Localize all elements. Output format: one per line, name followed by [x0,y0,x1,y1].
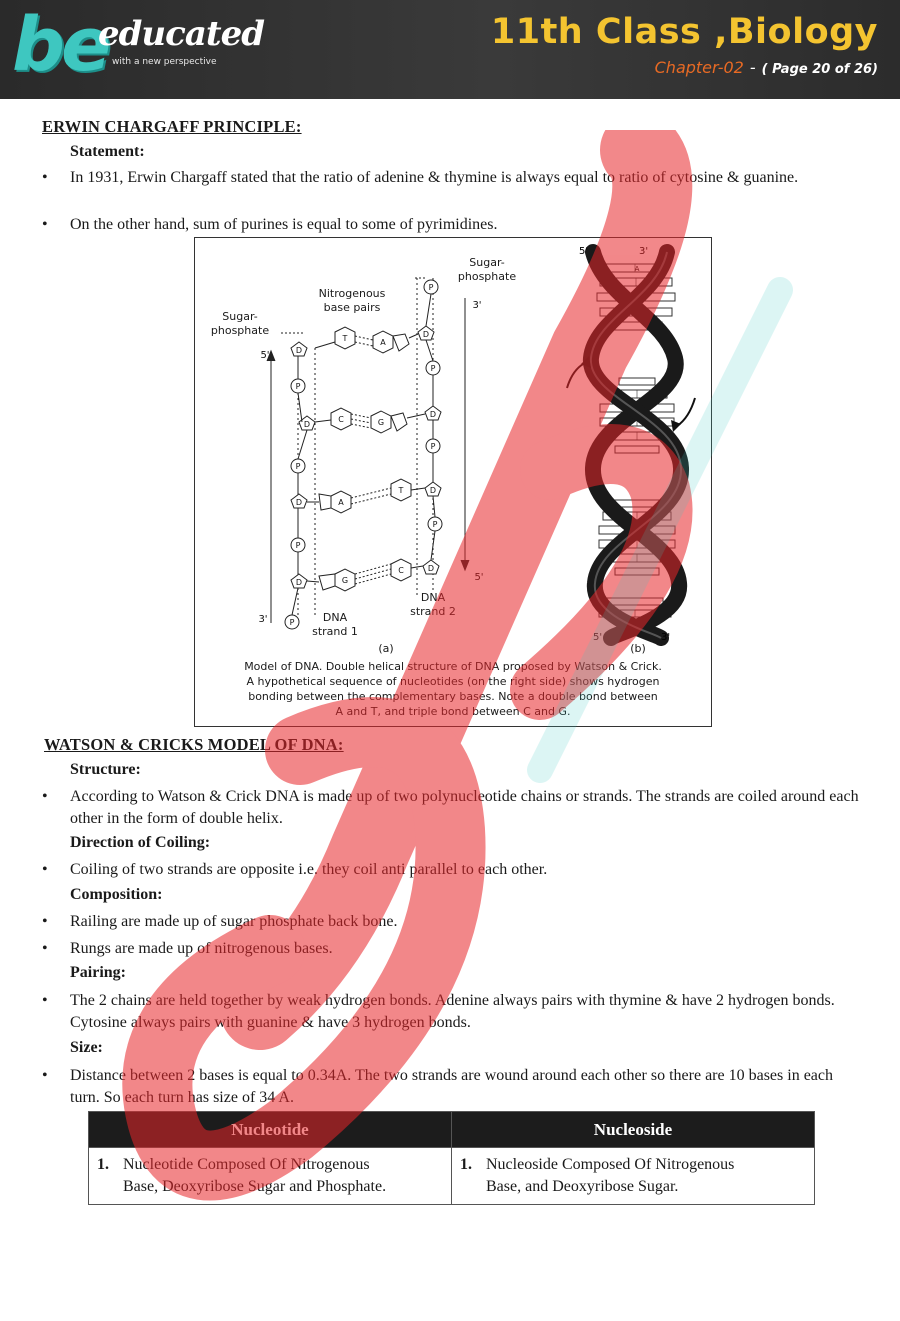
bullet-text: On the other hand, sum of purines is equal to some of pyrimidines. [70,216,498,233]
nucleotide-nucleoside-table [88,1111,815,1205]
phosphate-label: P [295,382,301,391]
chargaff-heading: ERWIN CHARGAFF PRINCIPLE: [42,117,302,136]
bullet-icon: • [42,216,48,233]
phosphate-label: P [432,520,438,529]
base-label-g: G [341,576,349,585]
helix-five-prime: 5' [579,246,589,257]
sugar-label: D [427,564,435,573]
size-label: Size: [70,1039,103,1056]
panel-a-label: (a) [378,642,394,655]
table-header-nucleotide: Nucleotide [89,1112,452,1148]
five-prime-label: 5' [260,350,270,361]
list-item [42,214,842,236]
caption-line: Model of DNA. Double helical structure of DNA proposed by Watson & Crick. [244,660,662,673]
helix-three-prime: 3' [639,246,649,257]
caption-line: A hypothetical sequence of nucleotides (on the right side) shows hydrogen [246,675,660,688]
bullet-text: According to Watson & Crick DNA is made up of two polynucleotide chains or strands. The strands are coiled around each other in the form of double helix. [70,788,859,827]
cell-line: Base, Deoxyribose Sugar and Phosphate. [123,1178,387,1195]
sugar-label: D [429,486,437,495]
bullet-text: Rungs are made up of nitrogenous bases. [70,940,333,957]
page-header [0,0,900,99]
bullet-icon: • [42,1067,48,1084]
phosphate-label: P [295,541,301,550]
coiling-label: Direction of Coiling: [70,834,211,851]
dna-strand-2-label: DNA strand 2 [410,591,456,618]
base-label-t: T [398,486,404,495]
phosphate-label: P [295,462,301,471]
sugar-label: D [295,498,303,507]
base-label-a: A [380,338,386,347]
sugar-label: D [429,410,437,419]
caption-line: A and T, and triple bond between C and G. [335,705,571,718]
cell-line: Nucleotide Composed Of Nitrogenous [123,1156,370,1173]
three-prime-label: 3' [472,300,482,311]
sugar-phosphate-left-label: Sugar- phosphate [210,310,270,337]
double-helix [567,246,695,643]
three-prime-label: 3' [258,614,268,625]
table-row [89,1148,815,1205]
helix-three-prime-bottom: 3' [661,632,671,643]
dna-model-figure [194,237,712,727]
bullet-text: Coiling of two strands are opposite i.e. they coil anti parallel to each other. [70,861,548,878]
bullet-icon: • [42,169,48,186]
base-label-t: T [342,334,348,343]
row-number: 1. [460,1156,472,1173]
phosphate-label: P [430,442,436,451]
chapter-label: Chapter-02 [654,58,744,77]
helix-five-prime-bottom: 5' [593,632,603,643]
bullet-text: The 2 chains are held together by weak hydrogen bonds. Adenine always pairs with thymine & have 2 hydrogen bonds. Cytosine always pairs with guanine & have 3 hydrogen bonds. [70,992,835,1031]
pairing-label: Pairing: [70,964,126,981]
bullet-icon: • [42,940,48,957]
five-prime-label: 5' [474,572,484,583]
nitrogenous-base-pairs-label: Nitrogenous base pairs [318,287,386,314]
phosphate-label: P [428,283,434,292]
bullet-text: Distance between 2 bases is equal to 0.34A. The two strands are wound around each other so there are 10 bases in each turn. So each turn has size of 34 A. [70,1067,834,1106]
figure-caption [195,659,711,719]
phosphate-label: P [430,364,436,373]
table-header-nucleoside: Nucleoside [452,1112,815,1148]
list-item [42,167,842,211]
phosphate-label: P [289,618,295,627]
bullet-icon: • [42,788,48,805]
sugar-label: D [295,346,303,355]
base-label-a: A [338,498,344,507]
cell-line: Nucleoside Composed Of Nitrogenous [486,1156,735,1173]
sugar-label: D [303,420,311,429]
base-label-c: C [398,566,404,575]
bullet-text: Railing are made up of sugar phosphate back bone. [70,913,398,930]
chapter-info [655,58,878,77]
table-header-row [89,1112,815,1148]
chapter-dash: - [749,58,756,77]
list-item [42,1065,842,1109]
dna-strand-1-label: DNA strand 1 [312,611,358,638]
list-item [42,786,859,830]
beeducated-logo [12,2,264,92]
watson-crick-heading: WATSON & CRICKS MODEL OF DNA: [44,735,344,754]
helix-base-label-a: A [634,265,640,273]
logo-mark: be [12,2,108,88]
logo-word: educated [98,14,264,54]
composition-label: Composition: [70,886,163,903]
base-label-c: C [338,415,344,424]
base-label-g: G [377,418,385,427]
sugar-label: D [422,330,430,339]
page-number: ( Page 20 of 26) [761,62,878,77]
bullet-text: In 1931, Erwin Chargaff stated that the ratio of adenine & thymine is always equal to ratio of cytosine & guanine. [70,169,799,186]
sugar-label: D [295,578,303,587]
logo-tagline: with a new perspective [112,57,217,67]
statement-label: Statement: [70,143,145,160]
bullet-icon: • [42,913,48,930]
table-cell-nucleotide [89,1148,452,1205]
row-number: 1. [97,1156,109,1173]
page-title: 11th Class ,Biology [490,12,878,52]
table-cell-nucleoside [452,1148,815,1205]
bullet-icon: • [42,861,48,878]
list-item [42,990,842,1034]
caption-line: bonding between the complementary bases. Note a double bond between [248,690,658,703]
structure-label: Structure: [70,761,141,778]
panel-b-label: (b) [630,642,646,655]
bullet-icon: • [42,992,48,1009]
cell-line: Base, and Deoxyribose Sugar. [486,1178,679,1195]
sugar-phosphate-top-label: Sugar- phosphate [457,256,517,283]
